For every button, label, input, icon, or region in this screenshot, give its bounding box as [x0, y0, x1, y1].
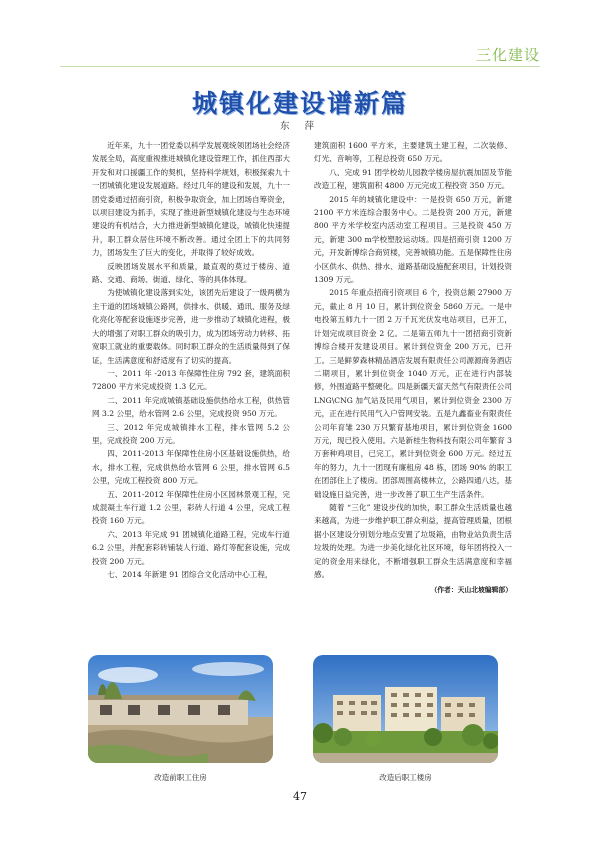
article-body: [92, 139, 512, 619]
author-credit: （作者：天山北坡编辑部）: [430, 586, 512, 595]
paragraph: 近年来，九十一团党委以科学发展观统领团场社会经济发展全局，高度重视推进城镇化建设管理工作，抓住西部大开发和对口援疆工作的契机，坚持科学规划，积极探索九十一团城镇化建设发展道路。经过几年的建设和发展，九十一团党委通过招商引资，积极争取资金，加上团场自筹资金，以项目建设为抓手，实现了推进新型城镇化建设与生态环境建设的有机结合，大力推进新型城镇化建设，城镇化快速提升，职工群众居住环境不断改善。通过全团上下的共同努力，团场发生了巨大的变化，并取得了较好成效。: [92, 141, 290, 258]
paragraph: 一、2011 年 -2013 年保障性住房 792 套，建筑面积 72800 平方米完成投资 1.3 亿元。: [92, 368, 290, 392]
page-number: 47: [293, 790, 307, 803]
paragraph: 建筑面积 1600 平方米，主要建筑土建工程，二次装修、灯光、音响等，工程总投资 650 万元。: [314, 141, 512, 164]
photo-old-housing: [88, 655, 273, 763]
column-left: [92, 139, 290, 619]
paragraph: 2015 年重点招商引资项目 6 个，投资总额 27900 万元，截止 8 月 10 日，累计到位资金 5860 万元。一是中电投第五师九十一团 2 万千瓦光伏发电站项目，已开工，计划完成项目资金 2 亿。二是第五师九十一团招商引资新博综合楼开发建设项目。累计到位资金 200 万元，已开工。三是鲜萝森林精品酒店发展有限责任公司源源商务酒店二期项目，累计到位资金 1040 万元，正在进行内部装修，外围道路平整硬化。四是新疆天富天然气有限责任公司 LNG\CNG 加气站及民用气项目，累计到位资金 2300 万元，正在进行民用气入户管网安装。五是九鑫畜业有限责任公司年育雏 230 万只繁育基地项目，累计到位资金 1600 万元，现已投入使用。六是新桂生物科技有限公司年繁育 3 万套种鸡项目，已完工，累计到位资金 600 万元。经过五年的努力，九十一团现有廉租房 48 栋，团场 90% 的职工在团部住上了楼房。团部周围高楼林立，公路四通八达，基础设施日益完善，进一步改善了职工生产生活条件。: [314, 288, 512, 499]
column-right: [314, 139, 512, 619]
paragraph: 为使城镇化建设落到实处，该团先后建设了一级两横为主干道的团场城镇公路网，供排水、供暖、通讯、服务及绿化亮化等配套设施逐步完善，进一步推动了城镇化进程，极大的增强了对职工群众的吸引力，成为团场劳动力转移、拓宽职工就业的重要载体。同时职工群众的生活质量得到了保证，生活满意度和舒适度有了切实的提高。: [92, 288, 290, 365]
paragraph: 随着 “三化” 建设步伐的加快，职工群众生活质量也越来越高，为进一步维护职工群众利益，提高管理质量，团根据小区建设分别划分地点安置了垃圾箱，由物业站负责生活垃圾的处理。为进一步美化绿化社区环境，每年团将投入一定的资金用来绿化，不断增强职工群众生活满意度和幸福感。: [314, 502, 512, 579]
article-author: 东 萍: [279, 121, 321, 132]
article-title: 城镇化建设谱新篇: [191, 89, 408, 118]
paragraph: 六、2013 年完成 91 团城镇化道路工程，完成车行道 6.2 公里，并配套彩砖铺装人行道、路灯等配套设施，完成投资 200 万元。: [92, 529, 290, 566]
paragraph: 三、2012 年完成城镇排水工程，排水管网 5.2 公里，完成投资 200 万元。: [92, 422, 290, 445]
old-housing-illustration: [88, 655, 273, 763]
paragraph: 七、2014 年新建 91 团综合文化活动中心工程，: [107, 570, 273, 579]
new-housing-illustration: [313, 655, 498, 763]
paragraph: 四、2011-2013 年保障性住房小区基础设施供热，给水，排水工程，完成供热给水管网 6 公里，排水管网 6.5 公里，完成工程投资 800 万元。: [92, 449, 290, 486]
caption-new-housing: 改造后职工楼房: [379, 773, 432, 782]
caption-old-housing: 改造前职工住房: [154, 773, 207, 782]
section-tag: 三化建设: [475, 46, 540, 64]
paragraph: 五、2011-2012 年保障性住房小区园林景观工程，完成混凝土车行道 1.2 公里，彩砖人行道 4 公里，完成工程投资 160 万元。: [92, 489, 290, 526]
header-rule: [60, 66, 540, 67]
photo-new-housing: [313, 655, 498, 763]
paragraph: 反映团场发展水平和质量，最直观的莫过于楼房、道路、交通、商场、街道、绿化、等的具体体现。: [92, 261, 290, 285]
paragraph: 二、2011 年完成城镇基础设施供热给水工程，供热管网 3.2 公里，给水管网 2.6 公里，完成投资 950 万元。: [92, 395, 290, 419]
paragraph: 2015 年的城镇化建设中：一是投资 650 万元，新建 2100 平方米连综合服务中心。二是投资 200 万元，新建 800 平方米学校室内活动室工程项目。三是投资 450 万元，新建 300 m学校塑胶运动场。四是招商引资 1200 万元，开发新博综合商贸楼，完善城镇功能。五是保障性住房小区供水、供热、排水、道路基础设施配套项目，计划投资 1309 万元。: [314, 194, 512, 285]
paragraph: 八、完成 91 团学校幼儿园教学楼房屋抗震加固及节能改造工程，建筑面积 4800 万元完成工程投资 350 万元。: [314, 167, 512, 191]
